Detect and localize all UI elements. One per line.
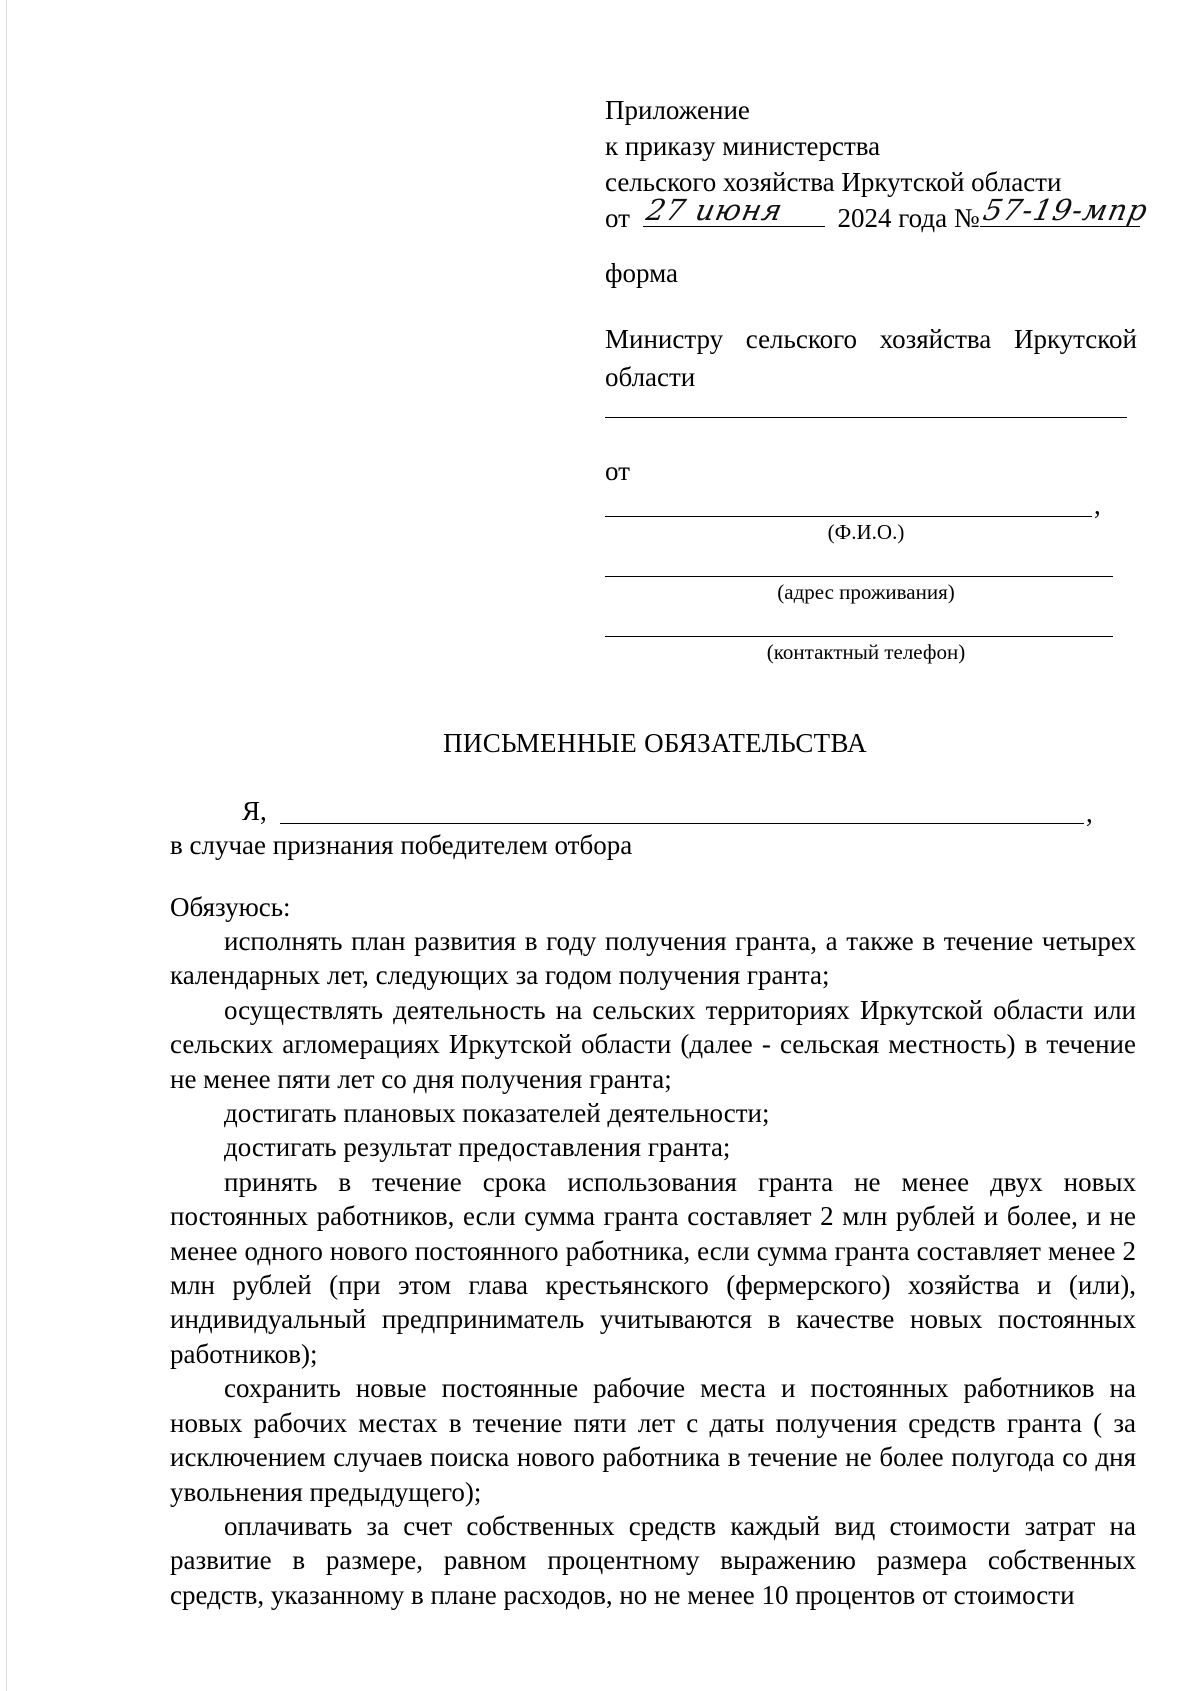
number-field — [979, 193, 1151, 227]
form-label: форма — [605, 258, 678, 288]
appendix-label: Приложение — [605, 95, 750, 125]
from-label: от — [605, 456, 630, 486]
name-blank-line[interactable] — [280, 823, 1084, 824]
date-prefix: от — [605, 203, 630, 233]
obligations-label: Обязуюсь: — [170, 892, 291, 922]
number-prefix: № — [953, 203, 980, 233]
year-text: 2024 года — [837, 203, 948, 233]
appendix-header — [605, 92, 1151, 236]
obligation-paragraph: осуществлять деятельность на сельских территориях Иркутской области или сельских агломерациях Иркутской области (далее - сельская местность) в течение не менее пяти лет со дня получения гранта; — [170, 994, 1136, 1094]
phone-caption: (контактный телефон) — [766, 640, 966, 664]
phone-blank-line[interactable] — [605, 636, 1113, 637]
ministry-name: сельского хозяйства Иркутской области — [605, 167, 1062, 197]
ya-label: Я, — [242, 796, 267, 826]
handwritten-number: 57-19-мпр — [979, 193, 1151, 227]
order-reference: к приказу министерства — [605, 131, 881, 161]
addressee-line-1: Министру сельского хозяйства Иркутской — [605, 324, 1137, 354]
addressee-block — [605, 320, 1137, 396]
fio-blank-line[interactable] — [605, 516, 1092, 517]
name-comma: , — [1086, 798, 1093, 828]
obligation-paragraph: принять в течение срока использования гранта не менее двух новых постоянных работников, если сумма гранта составляет 2 млн рублей и более, и не менее одного нового постоянного работника, если сумма гранта составляет менее 2 млн рублей (при этом глава крестьянского (фермерского) хозяйства и (или), индивидуальный предприниматель учитываются в качестве новых постоянных работников); — [170, 1166, 1136, 1369]
address-blank-line[interactable] — [605, 576, 1113, 577]
fio-comma: , — [1094, 490, 1101, 520]
obligation-paragraph: сохранить новые постоянные рабочие места и постоянных работников на новых рабочих местах в течение пяти лет с даты получения средств гранта ( за исключением случаев поиска нового работника в течение не более полугода со дня увольнения предыдущего); — [170, 1373, 1136, 1507]
address-caption: (адрес проживания) — [777, 580, 955, 604]
obligation-paragraph: оплачивать за счет собственных средств каждый вид стоимости затрат на развитие в размере, равном процентному выражению размера собственных средств, указанному в плане расходов, но не менее 10 процентов от стоимости — [170, 1510, 1136, 1610]
obligation-paragraph: исполнять план развития в году получения гранта, а также в течение четырех календарных лет, следующих за годом получения гранта; — [170, 926, 1136, 991]
intro-text: в случае признания победителем отбора — [170, 830, 633, 860]
order-date-line — [605, 193, 1151, 236]
obligations-list — [170, 924, 1136, 1612]
document-title: ПИСЬМЕННЫЕ ОБЯЗАТЕЛЬСТВА — [443, 728, 867, 758]
scan-edge-line — [6, 0, 7, 1691]
date-field — [643, 193, 825, 227]
addressee-blank-line[interactable] — [605, 417, 1127, 418]
handwritten-date: 27 июня — [643, 193, 786, 227]
addressee-line-2: области — [605, 362, 696, 392]
obligation-paragraph: достигать плановых показателей деятельности; — [224, 1098, 770, 1129]
fio-caption: (Ф.И.О.) — [827, 520, 905, 544]
obligation-paragraph: достигать результат предоставления гранта; — [224, 1132, 731, 1163]
